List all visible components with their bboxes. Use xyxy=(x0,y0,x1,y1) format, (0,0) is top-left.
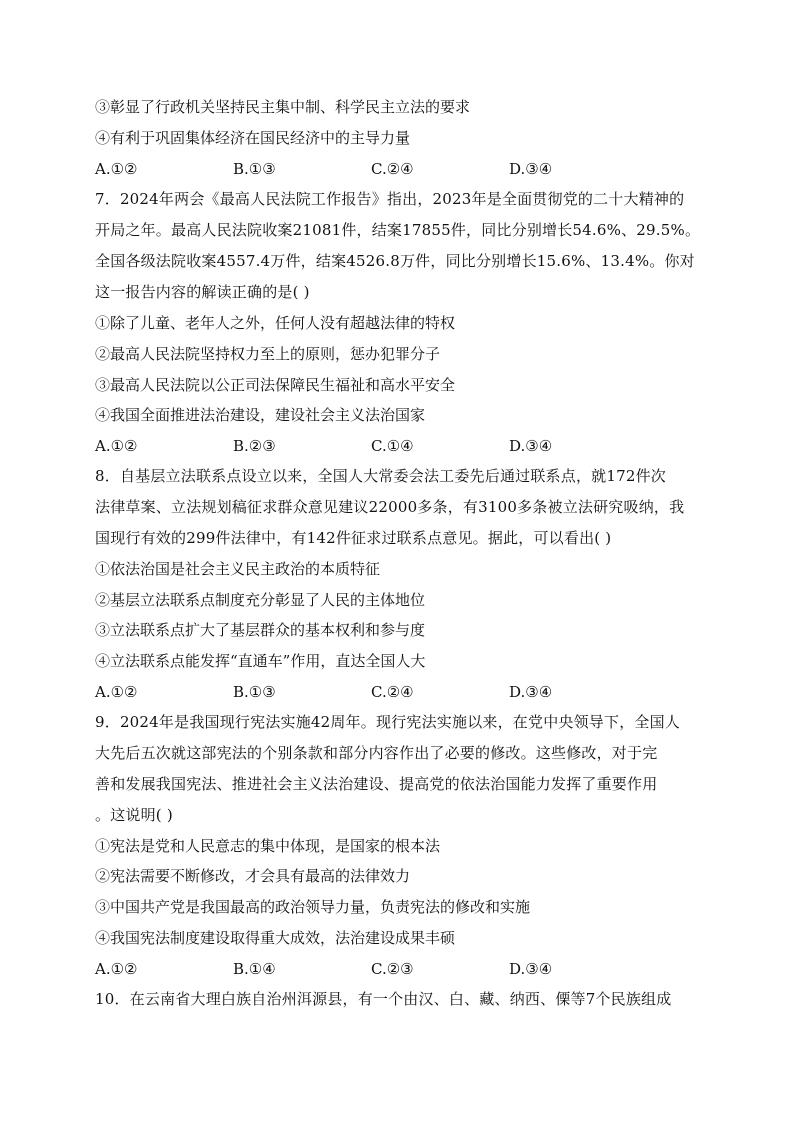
q7-option-2: ②最高人民法院坚持权力至上的原则，惩办犯罪分子 xyxy=(95,345,441,363)
q7-stem-line-2: 开局之年。最高人民法院收案21081件，结案17855件，同比分别增长54.6%、29.5%。 xyxy=(95,221,701,239)
q9-choice-a[interactable]: A.①② xyxy=(95,960,138,978)
q6-option-3: ③彰显了行政机关坚持民主集中制、科学民主立法的要求 xyxy=(95,98,471,116)
q7-choice-d[interactable]: D.③④ xyxy=(509,437,553,455)
q8-choice-c[interactable]: C.②④ xyxy=(371,683,414,701)
q6-choice-c[interactable]: C.②④ xyxy=(371,160,414,178)
q7-choice-a[interactable]: A.①② xyxy=(95,437,138,455)
q9-stem-line-3: 善和发展我国宪法、推进社会主义法治建设、提高党的依法治国能力发挥了重要作用 xyxy=(95,775,658,793)
q7-stem-line-1: 7．2024年两会《最高人民法院工作报告》指出，2023年是全面贯彻党的二十大精神的 xyxy=(95,190,685,208)
q8-stem-line-1: 8．自基层立法联系点设立以来，全国人大常委会法工委先后通过联系点，就172件次 xyxy=(95,467,666,485)
q9-choice-b[interactable]: B.①④ xyxy=(233,960,276,978)
q6-choice-b[interactable]: B.①③ xyxy=(233,160,276,178)
q8-choice-a[interactable]: A.①② xyxy=(95,683,138,701)
q6-option-4: ④有利于巩固集体经济在国民经济中的主导力量 xyxy=(95,129,411,147)
q9-option-1: ①宪法是党和人民意志的集中体现，是国家的根本法 xyxy=(95,837,441,855)
q8-choices xyxy=(95,682,715,702)
q8-choice-b[interactable]: B.①③ xyxy=(233,683,276,701)
q10-stem-line-1: 10．在云南省大理白族自治州洱源县，有一个由汉、白、藏、纳西、傈等7个民族组成 xyxy=(95,990,672,1008)
q6-choice-d[interactable]: D.③④ xyxy=(509,160,553,178)
q9-option-4: ④我国宪法制度建设取得重大成效，法治建设成果丰硕 xyxy=(95,929,456,947)
q7-option-3: ③最高人民法院以公正司法保障民生福祉和高水平安全 xyxy=(95,376,456,394)
q7-choices xyxy=(95,436,715,456)
q7-stem-line-3: 全国各级法院收案4557.4万件，结案4526.8万件，同比分别增长15.6%、13.4%。你对 xyxy=(95,252,695,270)
q7-stem-line-4: 这一报告内容的解读正确的是( ) xyxy=(95,283,310,301)
q9-choices xyxy=(95,959,715,979)
q9-stem-line-2: 大先后五次就这部宪法的个别条款和部分内容作出了必要的修改。这些修改，对于完 xyxy=(95,744,658,762)
q8-choice-d[interactable]: D.③④ xyxy=(509,683,553,701)
q9-stem-line-4: 。这说明( ) xyxy=(95,806,173,824)
q8-option-4: ④立法联系点能发挥“直通车”作用，直达全国人大 xyxy=(95,652,426,670)
q9-choice-c[interactable]: C.②③ xyxy=(371,960,414,978)
q9-choice-d[interactable]: D.③④ xyxy=(509,960,553,978)
q8-option-1: ①依法治国是社会主义民主政治的本质特征 xyxy=(95,560,381,578)
q8-stem-line-3: 国现行有效的299件法律中，有142件征求过联系点意见。据此，可以看出( ) xyxy=(95,529,612,547)
q9-option-2: ②宪法需要不断修改，才会具有最高的法律效力 xyxy=(95,867,411,885)
q7-option-4: ④我国全面推进法治建设，建设社会主义法治国家 xyxy=(95,406,426,424)
q6-choices xyxy=(95,159,715,179)
q7-choice-c[interactable]: C.①④ xyxy=(371,437,414,455)
q8-option-3: ③立法联系点扩大了基层群众的基本权利和参与度 xyxy=(95,621,426,639)
q8-option-2: ②基层立法联系点制度充分彰显了人民的主体地位 xyxy=(95,591,426,609)
q9-option-3: ③中国共产党是我国最高的政治领导力量，负责宪法的修改和实施 xyxy=(95,898,531,916)
q8-stem-line-2: 法律草案、立法规划稿征求群众意见建议22000多条，有3100多条被立法研究吸纳，我 xyxy=(95,498,685,516)
q6-choice-a[interactable]: A.①② xyxy=(95,160,138,178)
q9-stem-line-1: 9．2024年是我国现行宪法实施42周年。现行宪法实施以来，在党中央领导下，全国人 xyxy=(95,713,681,731)
q7-option-1: ①除了儿童、老年人之外，任何人没有超越法律的特权 xyxy=(95,314,456,332)
q7-choice-b[interactable]: B.②③ xyxy=(233,437,276,455)
